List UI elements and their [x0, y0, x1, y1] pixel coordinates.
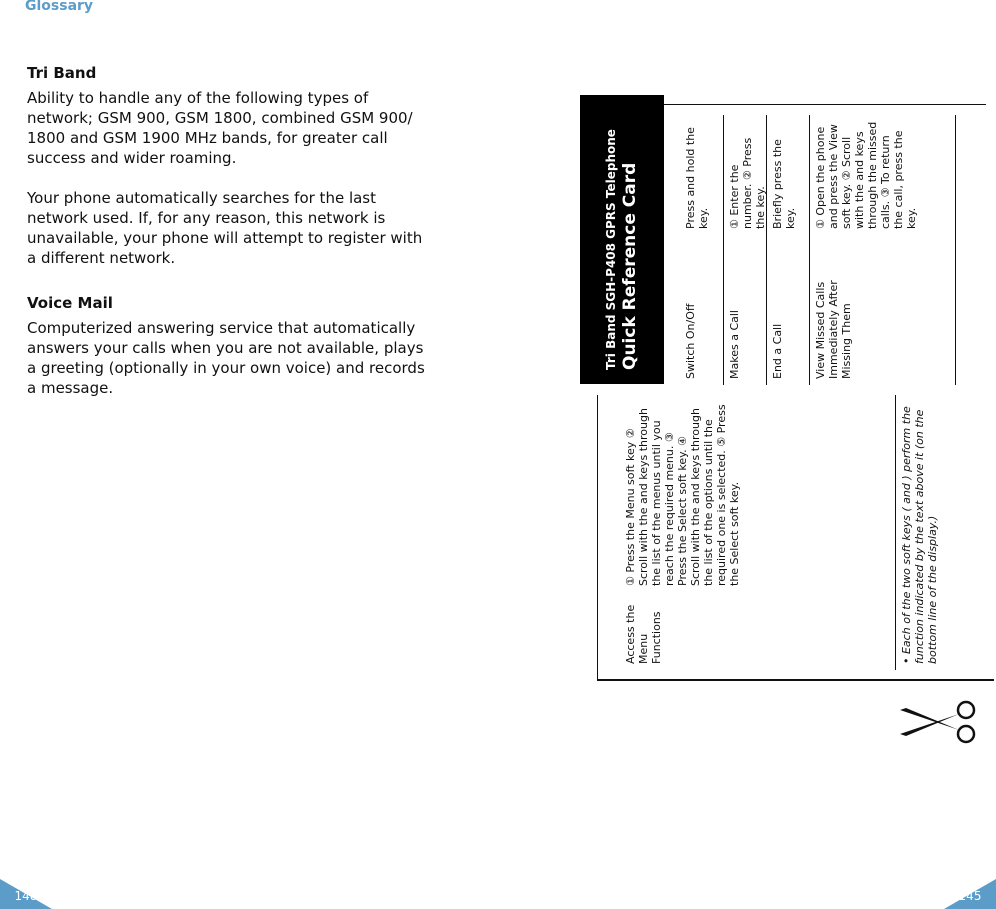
card-title: Quick Reference Card [620, 162, 640, 370]
section-header: Glossary [25, 0, 94, 14]
row-text: ① Enter the number. ② Press the key. [728, 137, 767, 229]
card-bottom-table [620, 395, 943, 670]
row-text: Press and hold the key. [684, 127, 710, 229]
page-number-text: 148 [14, 889, 38, 903]
soft-key-note: • Each of the two soft keys ( and ) perform the function indicated by the text above it (on the bottom line of the display.) [900, 406, 939, 664]
table-row [620, 395, 896, 670]
row-label: Access the Menu Functions [624, 604, 663, 664]
term-definition: Ability to handle any of the following types of network; GSM 900, GSM 1800, combined GSM 900/ 1800 and GSM 1900 MHz bands, for greater call success and wider roaming. [27, 89, 413, 167]
table-row [810, 115, 956, 385]
scissors-icon [898, 700, 978, 744]
card-title-block [580, 95, 664, 384]
row-text: Briefly press the key. [771, 139, 797, 229]
card-title-model: Tri Band SGH-P408 GPRS Telephone [604, 129, 618, 370]
term-title: Tri Band [27, 64, 97, 82]
page-number-text: 145 [958, 889, 982, 903]
row-text: ① Open the phone and press the View soft key. ② Scroll with the and keys through the missed calls. ③ To return the call, press the key. [814, 121, 918, 229]
row-text: ① Press the Menu soft key ② Scroll with the and keys through the list of the menus until you reach the required menu. ③ Press the Select soft key. ④ Scroll with the and keys through the list of the options until the required one is selected. ⑤ Press the Select soft key. [624, 404, 741, 586]
card-top-rule [664, 104, 986, 105]
table-row [724, 115, 767, 385]
row-label: End a Call [771, 323, 784, 379]
table-row [680, 115, 724, 385]
row-label: Switch On/Off [684, 303, 697, 379]
table-row [767, 115, 810, 385]
glossary-entry-voice-mail [27, 294, 427, 398]
page-number-right [944, 879, 996, 909]
page-number-left [0, 879, 52, 909]
card-bottom-rule [597, 679, 994, 681]
card-left-rule [597, 395, 598, 680]
row-label: Makes a Call [728, 310, 741, 379]
glossary-entry-tri-band [27, 64, 427, 268]
term-title: Voice Mail [27, 294, 113, 312]
row-label: View Missed Calls Immediately After Missing Them [814, 280, 853, 379]
term-definition: Your phone automatically searches for the last network used. If, for any reason, this network is unavailable, your phone will attempt to register with a different network. [27, 189, 423, 267]
term-definition: Computerized answering service that automatically answers your calls when you are not available, plays a greeting (optionally in your own voice) and records a message. [27, 319, 425, 397]
card-top-table [680, 115, 956, 385]
